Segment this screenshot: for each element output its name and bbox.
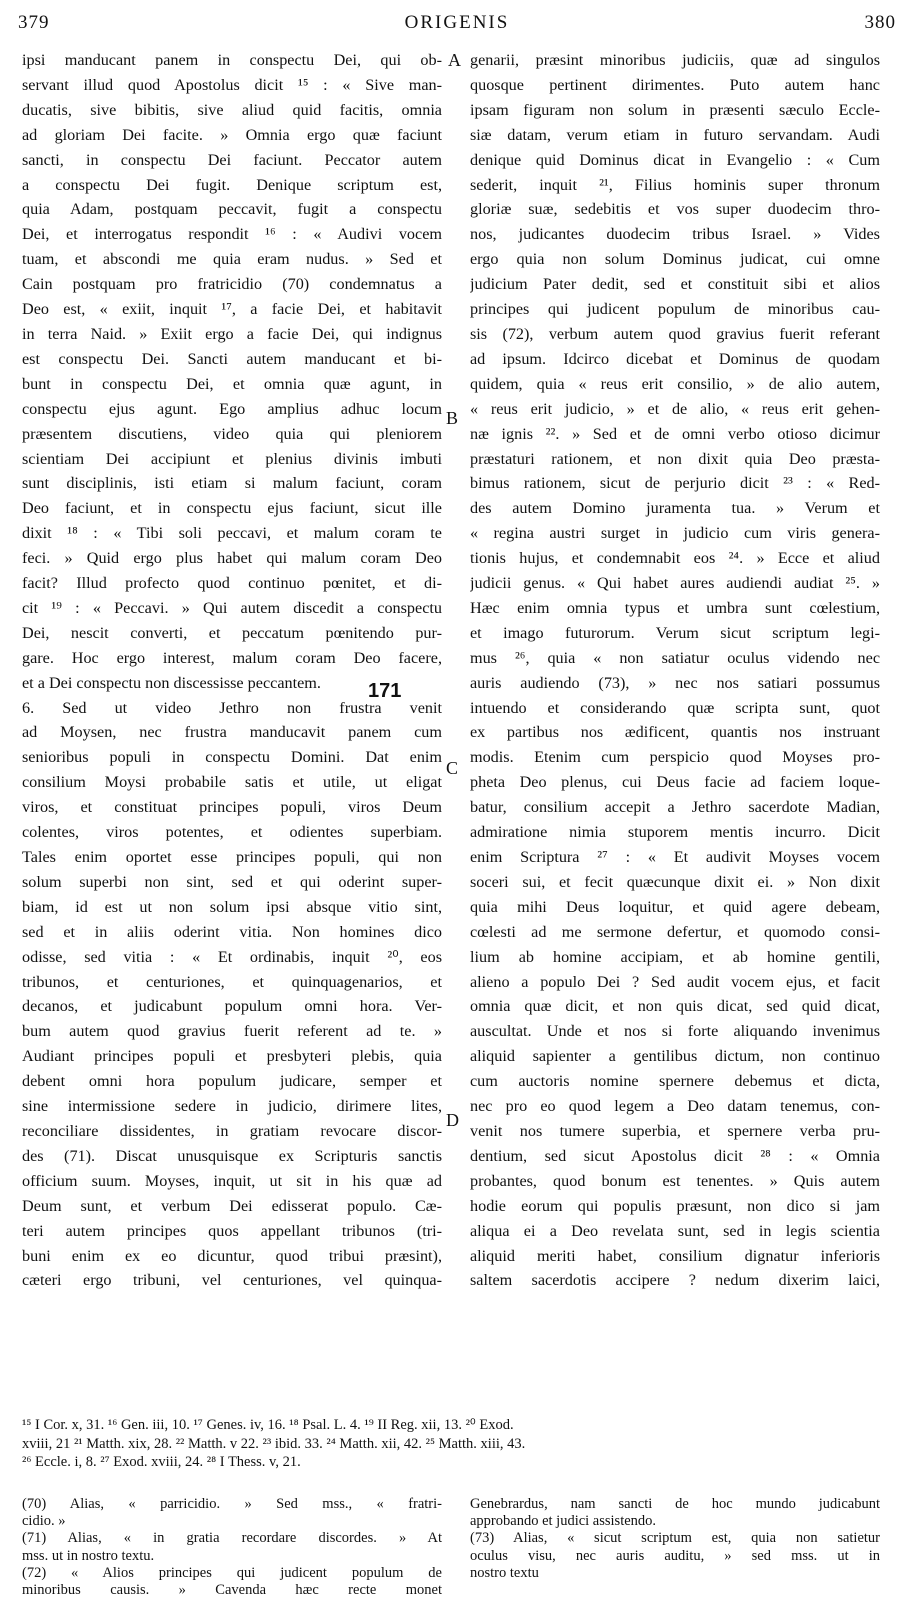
text-line: sederit, inquit ²¹, Filius hominis super thronum — [470, 175, 880, 194]
margin-letter-c: C — [446, 758, 459, 778]
text-line: buni enim ex eo dicuntur, quod tribui præsint), — [22, 1246, 442, 1265]
text-line: sancti, in conspectu Dei faciunt. Peccator autem — [22, 150, 442, 169]
text-line: cæteri ergo tribuni, vel centuriones, vel quinqua- — [22, 1271, 442, 1290]
text-line: nec pro eo quod legem a Deo datam tenemus, con- — [470, 1097, 880, 1116]
text-line: scientiam Dei accipiunt et plenius divinis imbuti — [22, 449, 442, 468]
text-line: debent omni hora populum judicare, semper et — [22, 1072, 442, 1091]
text-line: quia Adam, postquam peccavit, fugit a conspectu — [22, 200, 442, 219]
note-line: oculus visu, nec auris auditu, » sed mss. ut in — [470, 1547, 880, 1564]
text-line: teri autem principes quos appellant tribunos (tri- — [22, 1221, 442, 1240]
text-line: in terra Naid. » Exiit ergo a facie Dei, qui indignus — [22, 324, 442, 343]
reference-line: xviii, 21 ²¹ Matth. xix, 28. ²² Matth. v 22. ²³ ibid. 33. ²⁴ Matth. xii, 42. ²⁵ Matth. xiii, 43. — [22, 1435, 526, 1452]
text-line: ergo quia non solum Dominus judicat, cui omne — [470, 250, 880, 269]
scripture-references — [22, 1416, 880, 1472]
text-line: auscultat. Unde et nos si forte aliquando invenimus — [470, 1022, 880, 1041]
text-line: bimus rationem, sicut de perjurio dicit ²³ : « Red- — [470, 474, 880, 493]
text-line: soceri sui, et fecit quæcunque dixit ei. » Non dixit — [470, 872, 880, 891]
margin-letter-a: A — [448, 50, 461, 70]
text-line: « regina austri surget in judicio cum viris genera- — [470, 524, 880, 543]
reference-line: ¹⁵ I Cor. x, 31. ¹⁶ Gen. iii, 10. ¹⁷ Genes. iv, 16. ¹⁸ Psal. L. 4. ¹⁹ II Reg. xii, 13. ²⁰ Exod. — [22, 1417, 514, 1433]
text-line: a conspectu Dei fugit. Denique scriptum est, — [22, 175, 442, 194]
note-line: mss. ut in nostro textu. — [22, 1547, 155, 1564]
running-title: ORIGENIS — [404, 12, 510, 33]
reference-line: ²⁶ Eccle. i, 8. ²⁷ Exod. xviii, 24. ²⁸ I Thess. v, 21. — [22, 1454, 301, 1470]
text-line: ad gloriam Dei facite. » Omnia ergo quæ faciunt — [22, 125, 442, 144]
text-line: tribunos, et centuriones, et quinquagenarios, et — [22, 972, 442, 991]
margin-letter-d: D — [446, 1110, 459, 1130]
text-line: reconciliare dissidentes, in gratiam revocare discor- — [22, 1121, 442, 1140]
text-line: præsentem discutiens, video quia qui pleniorem — [22, 424, 442, 443]
text-line: quidem, quia « reus erit consilio, » de alio autem, — [470, 374, 880, 393]
text-line: cum auctoris nomine spernere debemus et dicta, — [470, 1072, 880, 1091]
text-line: quosque pertinent dirimentes. Puto autem hanc — [470, 75, 880, 94]
text-line: solum superbi non sint, sed et qui oderint super- — [22, 872, 442, 891]
text-line: aliquid meriti habet, consilium dignatur inferioris — [470, 1246, 880, 1265]
text-line: judicium Pater dedit, sed et constituit sibi et alios — [470, 275, 880, 294]
text-line: batur, consilium accepit a Jethro sacerdote Madian, — [470, 798, 880, 817]
text-line: odisse, sed vitia : « Et ordinabis, inquit ²⁰, eos — [22, 947, 442, 966]
text-line: ad ipsum. Idcirco dicebat et Dominus de quodam — [470, 349, 880, 368]
note-line: nostro textu — [470, 1564, 539, 1581]
text-line: tionis hujus, et condemnabit eos ²⁴. » Ecce et aliud — [470, 549, 880, 568]
text-line: ad Moysen, nec frustra manducavit panem cum — [22, 723, 442, 742]
text-line: genarii, præsint minoribus judiciis, quæ ad singulos — [470, 51, 880, 69]
text-line: est conspectu Dei. Sancti autem manducant et bi- — [22, 349, 442, 368]
text-line: officium suum. Moyses, inquit, ut sit in his quæ ad — [22, 1171, 442, 1190]
text-line: 6. Sed ut video Jethro non frustra venit — [22, 698, 442, 717]
text-line: biam, id est ut non solum ipsi absque vitio sint, — [22, 897, 442, 916]
text-line: hodie eorum qui populis præsunt, non dico si jam — [470, 1196, 880, 1215]
left-page-number: 379 — [18, 12, 50, 33]
text-line: feci. » Quid ergo plus habet qui malum coram Deo — [22, 549, 442, 568]
note-line: (71) Alias, « in gratia recordare discordes. » At — [22, 1530, 442, 1547]
text-line: judicii genus. « Qui habet aures audiendi audiat ²⁵. » — [470, 574, 880, 593]
text-line: sed et in aliis oderint vitia. Non homines dico — [22, 922, 442, 941]
text-line: cœlesti ad me sermone defertur, et quomodo consi- — [470, 922, 880, 941]
text-line: dixit ¹⁸ : « Tibi soli peccavi, et malum coram te — [22, 524, 442, 543]
text-line: viros, et constituat principes populi, viros Deum — [22, 798, 442, 817]
text-line: modis. Etenim cum perspicio quod Moyses pro- — [470, 748, 880, 767]
text-line: sis (72), verbum autem quod gravius fuerit referant — [470, 324, 880, 343]
text-line: aliqua ei a Deo revelata sunt, sed in legis scientia — [470, 1221, 880, 1240]
text-line: Deo faciunt, et in conspectu ejus faciunt, sicut ille — [22, 499, 442, 518]
text-line: gare. Hoc ergo interest, malum coram Deo facere, — [22, 648, 442, 667]
text-line: Cain postquam pro fratricidio (70) condemnatus a — [22, 275, 442, 294]
column-number: 171 — [368, 680, 402, 702]
note-line: (73) Alias, « sicut scriptum est, quia non satietur — [470, 1530, 880, 1547]
text-line: cit ¹⁹ : « Peccavi. » Qui autem discedit a conspectu — [22, 598, 442, 617]
text-line: probantes, quod bonum est tenentes. » Quis autem — [470, 1171, 880, 1190]
text-line: Dei, et interrogatus respondit ¹⁶ : « Audivi vocem — [22, 225, 442, 244]
text-line: servant illud quod Apostolus dicit ¹⁵ : « Sive man- — [22, 75, 442, 94]
text-line: consilium Moysi probabile satis et utile, ut eligat — [22, 773, 442, 792]
text-line: et a Dei conspectu non discessisse peccantem. — [22, 673, 321, 692]
text-line: Hæc enim omnia typus et umbra sunt cœlestium, — [470, 598, 880, 617]
text-line: Deum sunt, et verbum Dei edisserat populo. Cæ- — [22, 1196, 442, 1215]
text-line: bunt in conspectu Dei, et omnia quæ agunt, in — [22, 374, 442, 393]
text-line: quia mihi Deus loquitur, et quid agere debeam, — [470, 897, 880, 916]
text-line: Tales enim oportet esse principes populi, qui non — [22, 848, 442, 866]
text-line: intuendo et considerando quæ scripta sunt, quot — [470, 698, 880, 717]
text-line: des autem Domino juramenta tua. » Verum et — [470, 499, 880, 518]
note-line: minoribus causis. » Cavenda hæc recte monet — [22, 1582, 442, 1599]
text-line: lium ab homine accipiam, et ab homine gentili, — [470, 947, 880, 966]
text-line: næ ignis ²². » Sed et de omni verbo otioso dicimur — [470, 424, 880, 443]
text-line: nos, judicantes duodecim tribus Israel. » Vides — [470, 225, 880, 244]
text-line: saltem sacerdotis accipere ? nedum dixerim laici, — [470, 1271, 880, 1290]
text-line: ipsi manducant panem in conspectu Dei, qui ob- — [22, 51, 442, 69]
note-line: Genebrardus, nam sancti de hoc mundo judicabunt — [470, 1496, 880, 1512]
notes-right-column — [470, 1496, 880, 1582]
text-line: des (71). Discat unusquisque ex Scripturis sanctis — [22, 1146, 442, 1165]
text-line: ex partibus nos ædificent, quantis nos instruant — [470, 723, 880, 742]
text-line: ducatis, sive bibitis, sive aliud quid facitis, omnia — [22, 100, 442, 119]
text-line: decanos, et judicabunt populum omni hora. Ver- — [22, 997, 442, 1016]
text-line: pheta Deo plenus, cui Deus facie ad faciem loque- — [470, 773, 880, 792]
note-line: cidio. » — [22, 1513, 66, 1530]
text-line: Deo est, « exiit, inquit ¹⁷, a facie Dei, et habitavit — [22, 300, 442, 319]
text-line: principes qui judicent populum de minoribus cau- — [470, 300, 880, 319]
text-line: sunt disciplinis, isti etiam si malum faciunt, coram — [22, 474, 442, 493]
text-line: denique quid Dominus dicat in Evangelio : « Cum — [470, 150, 880, 169]
text-line: omnia quæ dicit, et non quis dicat, sed quid dicat, — [470, 997, 880, 1016]
notes-left-column — [22, 1496, 442, 1599]
left-text-column — [22, 48, 442, 1293]
text-line: gloriæ suæ, sedebitis et vos super duodecim thro- — [470, 200, 880, 219]
text-line: aliquid sapienter a gentilibus dictum, non continuo — [470, 1047, 880, 1066]
text-line: Audiant principes populi et presbyteri plebis, quia — [22, 1047, 442, 1066]
text-line: Dei, nescit converti, et peccatum pœnitendo pur- — [22, 623, 442, 642]
text-line: « reus erit judicio, » et de alio, « reus erit gehen- — [470, 399, 880, 418]
text-line: facit? Illud profecto quod continuo pœnitet, et di- — [22, 574, 442, 593]
text-line: senioribus populi in conspectu Domini. Dat enim — [22, 748, 442, 767]
text-line: tuam, et abscondi me quia eram nudus. » Sed et — [22, 250, 442, 269]
text-line: admiratione nimia stuporem mentis incurro. Dicit — [470, 823, 880, 842]
text-line: et imago futurorum. Verum sicut scriptum legi- — [470, 623, 880, 642]
running-header — [18, 12, 896, 38]
text-line: sine intermissione sedere in judicio, dirimere lites, — [22, 1097, 442, 1116]
right-text-column — [470, 48, 880, 1293]
text-line: siæ datam, verum etiam in futuro servandam. Audi — [470, 125, 880, 144]
note-line: (72) « Alios principes qui judicent populum de — [22, 1564, 442, 1581]
text-line: præstaturi rationem, et non dixit quia Deo præsta- — [470, 449, 880, 468]
text-line: mus ²⁶, quia « non satiatur oculus videndo nec — [470, 648, 880, 667]
text-line: auris audiendo (73), » nec nos satiari possumus — [470, 673, 880, 692]
text-line: enim Scriptura ²⁷ : « Et audivit Moyses vocem — [470, 848, 880, 866]
text-line: alieno a populo Dei ? Sed audit vocem ejus, et facit — [470, 972, 880, 991]
note-line: (70) Alias, « parricidio. » Sed mss., « fratri- — [22, 1496, 442, 1512]
text-line: ipsam figuram non solum in præsenti sæculo Eccle- — [470, 100, 880, 119]
text-line: bum autem quod gravius fuerit referent ad te. » — [22, 1022, 442, 1041]
text-line: dentium, sed sicut Apostolus dicit ²⁸ : « Omnia — [470, 1146, 880, 1165]
text-line: colentes, viros potentes, et odientes superbiam. — [22, 823, 442, 842]
margin-letter-b: B — [446, 408, 459, 428]
text-line: venit nos tumere superbia, et spernere verba pru- — [470, 1121, 880, 1140]
text-line: conspectu ejus agunt. Ego amplius adhuc locum — [22, 399, 442, 418]
right-page-number: 380 — [864, 12, 896, 33]
note-line: approbando et judici assistendo. — [470, 1513, 657, 1530]
